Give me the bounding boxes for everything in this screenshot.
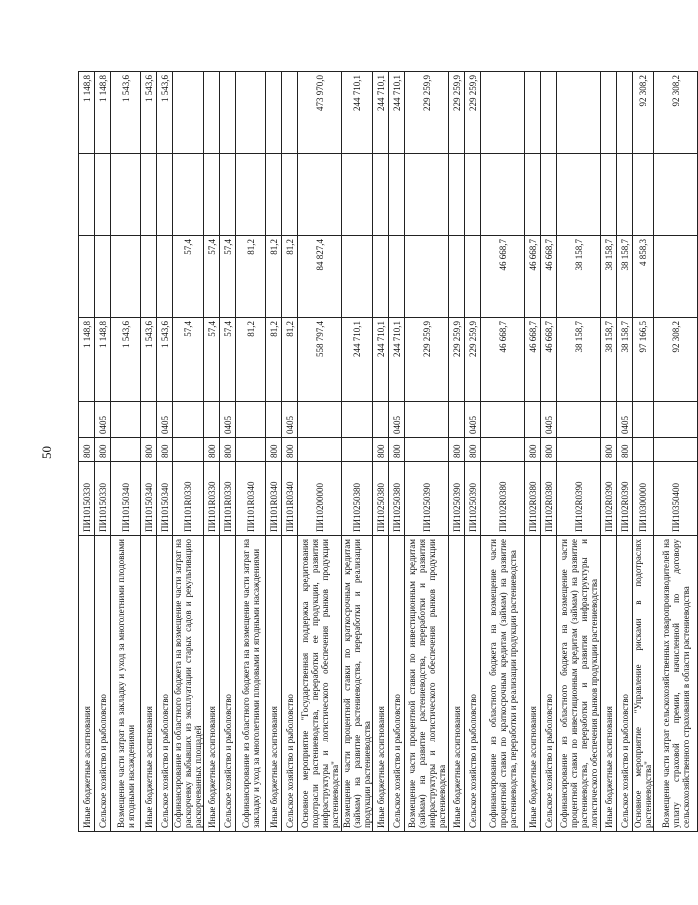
row-amount-federal <box>236 72 266 154</box>
row-code: ПИ10150340 <box>141 462 157 536</box>
row-expense-group <box>173 438 204 462</box>
row-section-code <box>266 402 282 438</box>
table-row <box>654 72 698 832</box>
row-amount-other <box>342 154 373 236</box>
table-row <box>282 72 298 832</box>
row-name: Софинансирование из областного бюджета на возмещение части процентной ставки по краткосрочным кредитам (займам) на развитие растениеводства, переработки и реализации продукции растениеводства <box>481 536 525 832</box>
row-expense-group: 800 <box>141 438 157 462</box>
row-amount-regional: 38 158,7 <box>557 236 601 318</box>
row-amount-other <box>405 154 449 236</box>
row-code: ПИ10250380 <box>342 462 373 536</box>
row-expense-group <box>654 438 698 462</box>
row-total-amount: 57,4 <box>173 318 204 402</box>
row-amount-regional <box>95 236 111 318</box>
row-code: ПИ101R0340 <box>282 462 298 536</box>
row-amount-regional <box>389 236 405 318</box>
row-section-code <box>204 402 220 438</box>
row-name: Софинансирование из областного бюджета на возмещение части процентной ставки по инвестиционным кредитам (займам) на развитие растениеводства, переработки и развития инфраструктуры и логистического обеспечения рынков продукции растениеводства <box>557 536 601 832</box>
row-section-code <box>633 402 654 438</box>
table-row <box>617 72 633 832</box>
row-amount-other <box>373 154 389 236</box>
row-name: Основное мероприятие "Управление рисками в подотраслях растениеводства" <box>633 536 654 832</box>
row-name: Сельское хозяйство и рыболовство <box>282 536 298 832</box>
table-row <box>601 72 617 832</box>
row-amount-regional <box>449 236 465 318</box>
row-amount-other <box>141 154 157 236</box>
row-code: ПИ102R0390 <box>617 462 633 536</box>
row-amount-regional: 46 668,7 <box>541 236 557 318</box>
row-amount-regional <box>405 236 449 318</box>
row-section-code: 0405 <box>220 402 236 438</box>
row-code: ПИ10150330 <box>95 462 111 536</box>
row-amount-federal <box>204 72 220 154</box>
row-section-code: 0405 <box>95 402 111 438</box>
row-code: ПИ10150340 <box>111 462 141 536</box>
table-row <box>405 72 449 832</box>
row-code: ПИ10250390 <box>449 462 465 536</box>
row-amount-other <box>111 154 141 236</box>
row-total-amount: 244 710,1 <box>373 318 389 402</box>
row-code: ПИ10150330 <box>79 462 95 536</box>
row-code: ПИ10300000 <box>633 462 654 536</box>
table-row <box>465 72 481 832</box>
table-row <box>111 72 141 832</box>
table-row <box>389 72 405 832</box>
table-row <box>525 72 541 832</box>
row-expense-group: 800 <box>95 438 111 462</box>
row-amount-other <box>266 154 282 236</box>
row-code: ПИ10250380 <box>389 462 405 536</box>
row-name: Сельское хозяйство и рыболовство <box>220 536 236 832</box>
row-total-amount: 558 797,4 <box>298 318 342 402</box>
row-code: ПИ102R0380 <box>481 462 525 536</box>
row-total-amount: 1 543,6 <box>157 318 173 402</box>
row-amount-federal <box>173 72 204 154</box>
row-amount-federal: 1 543,6 <box>111 72 141 154</box>
row-section-code <box>173 402 204 438</box>
row-amount-regional: 46 668,7 <box>525 236 541 318</box>
table-row <box>95 72 111 832</box>
row-amount-federal <box>481 72 525 154</box>
row-expense-group <box>481 438 525 462</box>
row-expense-group: 800 <box>266 438 282 462</box>
row-amount-other <box>654 154 698 236</box>
table-row <box>481 72 525 832</box>
row-amount-other <box>557 154 601 236</box>
row-amount-federal: 229 259,9 <box>465 72 481 154</box>
row-total-amount: 229 259,9 <box>405 318 449 402</box>
row-amount-federal: 1 148,8 <box>95 72 111 154</box>
table-row <box>157 72 173 832</box>
row-expense-group: 800 <box>601 438 617 462</box>
row-amount-regional <box>342 236 373 318</box>
row-total-amount: 38 158,7 <box>601 318 617 402</box>
row-amount-other <box>449 154 465 236</box>
row-amount-regional: 81,2 <box>236 236 266 318</box>
row-amount-other <box>173 154 204 236</box>
row-section-code <box>654 402 698 438</box>
row-amount-other <box>389 154 405 236</box>
row-total-amount: 1 148,8 <box>95 318 111 402</box>
row-amount-federal: 1 148,8 <box>79 72 95 154</box>
table-row <box>141 72 157 832</box>
row-amount-other <box>282 154 298 236</box>
row-code: ПИ10250390 <box>405 462 449 536</box>
row-amount-regional <box>465 236 481 318</box>
row-expense-group <box>342 438 373 462</box>
row-expense-group: 800 <box>282 438 298 462</box>
row-total-amount: 97 166,5 <box>633 318 654 402</box>
row-name: Иные бюджетные ассигнования <box>449 536 465 832</box>
row-expense-group: 800 <box>157 438 173 462</box>
row-name: Иные бюджетные ассигнования <box>266 536 282 832</box>
table-row <box>557 72 601 832</box>
row-total-amount: 38 158,7 <box>557 318 601 402</box>
row-expense-group: 800 <box>541 438 557 462</box>
row-amount-regional <box>111 236 141 318</box>
row-total-amount: 1 543,6 <box>141 318 157 402</box>
row-section-code: 0405 <box>282 402 298 438</box>
row-amount-regional <box>141 236 157 318</box>
row-total-amount: 46 668,7 <box>525 318 541 402</box>
row-amount-other <box>220 154 236 236</box>
row-amount-regional: 4 858,3 <box>633 236 654 318</box>
rotated-table-wrapper <box>78 72 691 832</box>
row-amount-federal: 92 308,2 <box>633 72 654 154</box>
row-name: Возмещение части процентной ставки по краткосрочным кредитам (займам) на развитие растениеводства, переработки и реализации продукции растениеводства <box>342 536 373 832</box>
row-name: Сельское хозяйство и рыболовство <box>95 536 111 832</box>
row-name: Иные бюджетные ассигнования <box>373 536 389 832</box>
row-section-code <box>601 402 617 438</box>
table-row <box>342 72 373 832</box>
row-amount-other <box>525 154 541 236</box>
row-section-code: 0405 <box>541 402 557 438</box>
row-name: Основное мероприятие "Государственная поддержка кредитования подотрасли растениеводства, переработки ее продукции, развития инфраструктуры и логистического обеспечения рынков продукции растениеводства" <box>298 536 342 832</box>
row-code: ПИ10350400 <box>654 462 698 536</box>
row-amount-other <box>298 154 342 236</box>
row-amount-regional: 38 158,7 <box>617 236 633 318</box>
row-total-amount: 229 259,9 <box>465 318 481 402</box>
row-expense-group: 800 <box>220 438 236 462</box>
table-row <box>79 72 95 832</box>
row-section-code <box>525 402 541 438</box>
row-amount-federal <box>220 72 236 154</box>
row-name: Сельское хозяйство и рыболовство <box>157 536 173 832</box>
row-amount-federal <box>601 72 617 154</box>
table-body <box>79 72 698 832</box>
row-total-amount: 81,2 <box>236 318 266 402</box>
row-total-amount: 38 158,7 <box>617 318 633 402</box>
row-amount-federal: 1 543,6 <box>141 72 157 154</box>
row-section-code: 0405 <box>389 402 405 438</box>
table-row <box>173 72 204 832</box>
row-expense-group <box>405 438 449 462</box>
row-section-code <box>481 402 525 438</box>
row-amount-regional: 81,2 <box>266 236 282 318</box>
row-amount-other <box>465 154 481 236</box>
row-amount-federal: 229 259,9 <box>449 72 465 154</box>
row-amount-other <box>79 154 95 236</box>
row-name: Софинансирование из областного бюджета на возмещение части затрат на закладку и уход за многолетними плодовыми и ягодными насаждениями <box>236 536 266 832</box>
row-section-code <box>342 402 373 438</box>
row-code: ПИ10150340 <box>157 462 173 536</box>
row-section-code <box>111 402 141 438</box>
row-amount-federal <box>266 72 282 154</box>
row-amount-regional: 81,2 <box>282 236 298 318</box>
row-expense-group: 800 <box>389 438 405 462</box>
row-total-amount: 81,2 <box>282 318 298 402</box>
row-amount-other <box>601 154 617 236</box>
row-amount-other <box>633 154 654 236</box>
row-amount-other <box>204 154 220 236</box>
row-amount-regional: 57,4 <box>173 236 204 318</box>
row-name: Возмещение части затрат на закладку и уход за многолетними плодовыми и ягодными насаждениями <box>111 536 141 832</box>
row-name: Возмещение части процентной ставки по инвестиционным кредитам (займам) на развитие растениеводства, переработки и развития инфраструктуры и логистического обеспечения рынков продукции растениеводства <box>405 536 449 832</box>
row-code: ПИ102R0380 <box>541 462 557 536</box>
row-amount-regional: 57,4 <box>204 236 220 318</box>
row-expense-group: 800 <box>617 438 633 462</box>
row-section-code: 0405 <box>157 402 173 438</box>
row-total-amount: 92 308,2 <box>654 318 698 402</box>
row-amount-federal: 92 308,2 <box>654 72 698 154</box>
row-amount-regional <box>654 236 698 318</box>
row-name: Сельское хозяйство и рыболовство <box>541 536 557 832</box>
row-amount-other <box>236 154 266 236</box>
table-row <box>449 72 465 832</box>
row-section-code <box>79 402 95 438</box>
row-section-code <box>141 402 157 438</box>
row-name: Возмещение части затрат сельскохозяйственных товаропроизводителей на уплату страховой премии, начисленной по договору сельскохозяйственного страхования в области растениеводства <box>654 536 698 832</box>
row-expense-group: 800 <box>204 438 220 462</box>
table-row <box>204 72 220 832</box>
row-code: ПИ101R0330 <box>204 462 220 536</box>
row-expense-group: 800 <box>449 438 465 462</box>
row-total-amount: 244 710,1 <box>389 318 405 402</box>
row-section-code: 0405 <box>465 402 481 438</box>
table-row <box>298 72 342 832</box>
row-name: Иные бюджетные ассигнования <box>141 536 157 832</box>
row-code: ПИ101R0340 <box>236 462 266 536</box>
row-section-code <box>298 402 342 438</box>
row-amount-regional: 84 827,4 <box>298 236 342 318</box>
row-amount-regional: 46 668,7 <box>481 236 525 318</box>
row-total-amount: 1 543,6 <box>111 318 141 402</box>
page-number: 50 <box>39 446 54 459</box>
row-amount-federal <box>525 72 541 154</box>
table-row <box>541 72 557 832</box>
row-amount-regional: 38 158,7 <box>601 236 617 318</box>
row-amount-federal: 473 970,0 <box>298 72 342 154</box>
row-name: Иные бюджетные ассигнования <box>79 536 95 832</box>
row-total-amount: 81,2 <box>266 318 282 402</box>
row-code: ПИ101R0340 <box>266 462 282 536</box>
row-amount-other <box>617 154 633 236</box>
row-section-code <box>449 402 465 438</box>
budget-table <box>78 71 698 832</box>
row-amount-other <box>157 154 173 236</box>
row-name: Иные бюджетные ассигнования <box>601 536 617 832</box>
row-amount-regional <box>79 236 95 318</box>
row-amount-federal <box>557 72 601 154</box>
row-code: ПИ10250380 <box>373 462 389 536</box>
row-total-amount: 244 710,1 <box>342 318 373 402</box>
row-expense-group <box>111 438 141 462</box>
row-expense-group: 800 <box>465 438 481 462</box>
row-amount-regional <box>373 236 389 318</box>
row-total-amount: 229 259,9 <box>449 318 465 402</box>
row-section-code <box>405 402 449 438</box>
row-code: ПИ101R0330 <box>173 462 204 536</box>
table-row <box>220 72 236 832</box>
row-amount-federal: 244 710,1 <box>389 72 405 154</box>
row-code: ПИ102R0390 <box>557 462 601 536</box>
row-name: Сельское хозяйство и рыболовство <box>617 536 633 832</box>
row-code: ПИ101R0330 <box>220 462 236 536</box>
row-amount-federal: 1 543,6 <box>157 72 173 154</box>
row-code: ПИ10250390 <box>465 462 481 536</box>
row-amount-other <box>541 154 557 236</box>
row-section-code <box>557 402 601 438</box>
row-total-amount: 46 668,7 <box>541 318 557 402</box>
row-total-amount: 57,4 <box>204 318 220 402</box>
row-amount-federal <box>541 72 557 154</box>
row-name: Сельское хозяйство и рыболовство <box>465 536 481 832</box>
table-row <box>633 72 654 832</box>
row-amount-other <box>481 154 525 236</box>
row-amount-federal: 244 710,1 <box>342 72 373 154</box>
row-name: Софинансирование из областного бюджета на возмещение части затрат на раскорчевку выбывших из эксплуатации старых садов и рекультивацию раскорчеванных площадей <box>173 536 204 832</box>
row-code: ПИ102R0380 <box>525 462 541 536</box>
row-expense-group <box>633 438 654 462</box>
row-amount-regional: 57,4 <box>220 236 236 318</box>
row-code: ПИ10200000 <box>298 462 342 536</box>
table-row <box>266 72 282 832</box>
row-amount-federal <box>617 72 633 154</box>
row-total-amount: 57,4 <box>220 318 236 402</box>
row-amount-federal <box>282 72 298 154</box>
row-expense-group <box>298 438 342 462</box>
row-amount-regional <box>157 236 173 318</box>
row-name: Иные бюджетные ассигнования <box>204 536 220 832</box>
row-amount-other <box>95 154 111 236</box>
row-amount-federal: 229 259,9 <box>405 72 449 154</box>
row-expense-group: 800 <box>373 438 389 462</box>
row-total-amount: 46 668,7 <box>481 318 525 402</box>
row-section-code <box>373 402 389 438</box>
table-row <box>236 72 266 832</box>
row-amount-federal: 244 710,1 <box>373 72 389 154</box>
row-name: Сельское хозяйство и рыболовство <box>389 536 405 832</box>
row-section-code: 0405 <box>617 402 633 438</box>
row-expense-group: 800 <box>79 438 95 462</box>
row-expense-group <box>557 438 601 462</box>
row-name: Иные бюджетные ассигнования <box>525 536 541 832</box>
row-expense-group <box>236 438 266 462</box>
row-expense-group: 800 <box>525 438 541 462</box>
row-total-amount: 1 148,8 <box>79 318 95 402</box>
row-section-code <box>236 402 266 438</box>
row-code: ПИ102R0390 <box>601 462 617 536</box>
table-row <box>373 72 389 832</box>
